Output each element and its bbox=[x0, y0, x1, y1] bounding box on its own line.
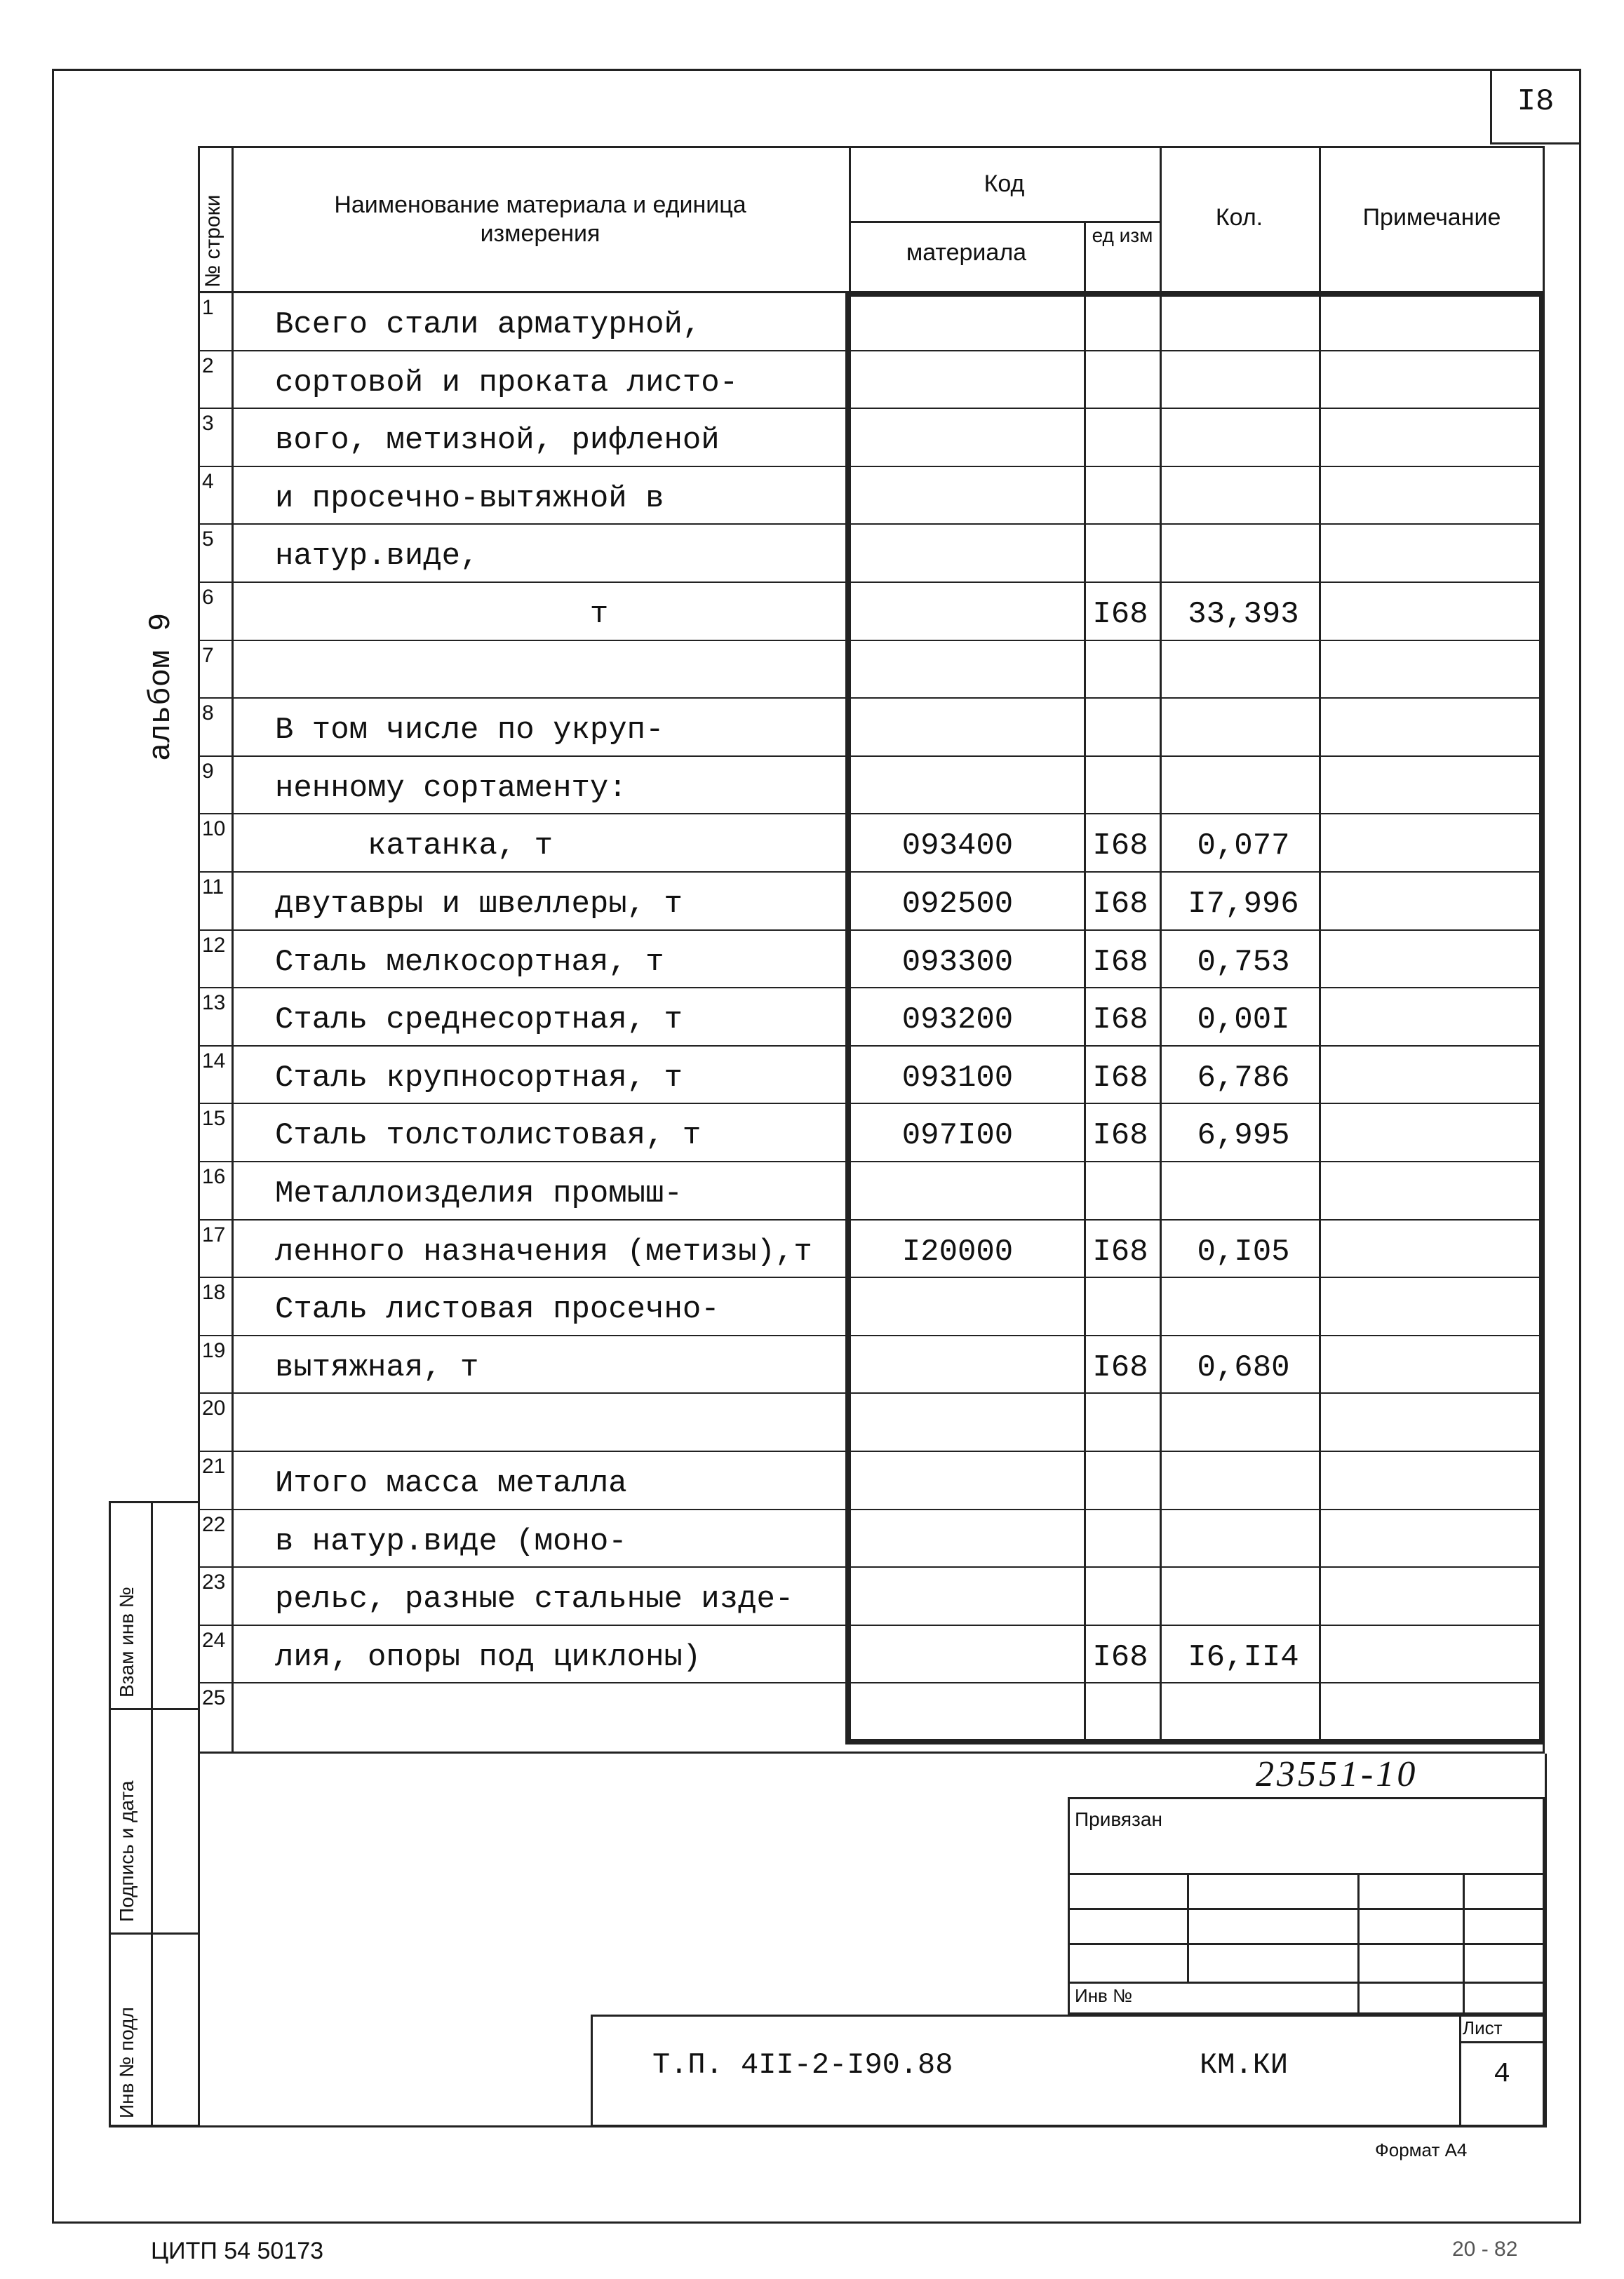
unit-code: I68 bbox=[1092, 1234, 1148, 1270]
row-number: 19 bbox=[202, 1338, 226, 1362]
row-number: 22 bbox=[202, 1512, 226, 1536]
material-name: ленного назначения (метизы),т bbox=[275, 1234, 812, 1270]
material-name: рельс, разные стальные изде- bbox=[275, 1582, 794, 1618]
row-number: 25 bbox=[202, 1686, 226, 1710]
quantity: I7,996 bbox=[1188, 887, 1299, 922]
material-name: лия, опоры под циклоны) bbox=[275, 1639, 702, 1675]
material-name: т bbox=[275, 597, 609, 632]
quantity: 33,393 bbox=[1188, 597, 1299, 632]
material-code: I20000 bbox=[901, 1234, 1014, 1270]
footer-left: ЦИТП 54 50173 bbox=[151, 2238, 324, 2264]
material-name: Металлоизделия промыш- bbox=[275, 1176, 683, 1211]
material-name: вытяжная, т bbox=[275, 1350, 479, 1385]
header-name: Наименование материала и единица измерения bbox=[334, 191, 746, 247]
material-name: двутавры и швеллеры, т bbox=[275, 887, 683, 922]
row-number: 8 bbox=[202, 701, 214, 725]
row-number: 17 bbox=[202, 1223, 226, 1246]
row-number: 10 bbox=[202, 817, 226, 841]
row-number: 23 bbox=[202, 1571, 226, 1594]
row-number: 5 bbox=[202, 527, 214, 551]
unit-code: I68 bbox=[1092, 597, 1148, 632]
quantity: I6,II4 bbox=[1188, 1639, 1299, 1675]
material-name: вого, метизной, рифленой bbox=[275, 423, 720, 459]
list-label: Лист bbox=[1463, 2017, 1503, 2038]
row-number: 20 bbox=[202, 1397, 226, 1420]
side-label-podpis: Подпись и дата bbox=[116, 1780, 137, 1922]
material-code: 093200 bbox=[901, 1002, 1014, 1038]
row-number: 13 bbox=[202, 991, 226, 1015]
header-qty: Кол. bbox=[1215, 204, 1263, 231]
header-material: материала bbox=[906, 239, 1027, 266]
unit-code: I68 bbox=[1092, 944, 1148, 980]
row-number: 6 bbox=[202, 586, 214, 609]
material-code: 093400 bbox=[901, 828, 1014, 864]
unit-code: I68 bbox=[1092, 1350, 1148, 1385]
header-note: Примечание bbox=[1362, 204, 1501, 231]
list-value: 4 bbox=[1493, 2059, 1510, 2090]
material-name: Сталь толстолистовая, т bbox=[275, 1118, 702, 1154]
row-number: 14 bbox=[202, 1049, 226, 1073]
material-name: в натур.виде (моно- bbox=[275, 1524, 627, 1559]
row-number: 21 bbox=[202, 1455, 226, 1478]
row-number: 16 bbox=[202, 1165, 226, 1188]
quantity: 0,I05 bbox=[1197, 1234, 1290, 1270]
sheet-number: I8 bbox=[1517, 84, 1555, 119]
material-name: и просечно-вытяжной в bbox=[275, 480, 664, 516]
row-number: 12 bbox=[202, 933, 226, 957]
material-code: 097I00 bbox=[901, 1118, 1014, 1154]
material-name: В том числе по укруп- bbox=[275, 713, 664, 748]
privyazan-label: Привязан bbox=[1075, 1808, 1162, 1830]
format-label: Формат А4 bbox=[1375, 2139, 1468, 2160]
unit-code: I68 bbox=[1092, 828, 1148, 864]
material-name: Сталь мелкосортная, т bbox=[275, 944, 664, 980]
material-code: 092500 bbox=[901, 887, 1014, 922]
album-label: альбом 9 bbox=[144, 612, 179, 761]
material-code: 093100 bbox=[901, 1060, 1014, 1096]
row-number: 1 bbox=[202, 296, 214, 319]
row-number: 7 bbox=[202, 643, 214, 667]
header-row-no: № строки bbox=[201, 194, 224, 288]
inv-no-label: Инв № bbox=[1075, 1985, 1132, 2006]
quantity: 0,753 bbox=[1197, 944, 1290, 980]
row-number: 3 bbox=[202, 412, 214, 436]
material-name: катанка, т bbox=[275, 828, 553, 864]
material-name: сортовой и проката листо- bbox=[275, 365, 739, 401]
material-name: ненному сортаменту: bbox=[275, 770, 627, 806]
header-unit: ед изм bbox=[1092, 224, 1153, 246]
quantity: 6,786 bbox=[1197, 1060, 1290, 1096]
quantity: 6,995 bbox=[1197, 1118, 1290, 1154]
unit-code: I68 bbox=[1092, 887, 1148, 922]
unit-code: I68 bbox=[1092, 1118, 1148, 1154]
mark-code: КМ.КИ bbox=[1200, 2048, 1289, 2082]
material-code: 093300 bbox=[901, 944, 1014, 980]
material-name: Итого масса металла bbox=[275, 1466, 627, 1501]
unit-code: I68 bbox=[1092, 1060, 1148, 1096]
header-code: Код bbox=[984, 170, 1025, 197]
handwritten-number: 23551-10 bbox=[1256, 1754, 1418, 1794]
doc-code: Т.П. 4II-2-I90.88 bbox=[652, 2048, 953, 2082]
side-label-vzam: Взам инв № bbox=[116, 1587, 137, 1698]
unit-code: I68 bbox=[1092, 1002, 1148, 1038]
row-number: 24 bbox=[202, 1628, 226, 1652]
row-number: 2 bbox=[202, 354, 214, 377]
unit-code: I68 bbox=[1092, 1639, 1148, 1675]
material-name: Сталь листовая просечно- bbox=[275, 1292, 720, 1328]
row-number: 15 bbox=[202, 1107, 226, 1131]
side-label-inv: Инв № подл bbox=[116, 2007, 137, 2118]
quantity: 0,00I bbox=[1197, 1002, 1290, 1038]
material-name: Сталь крупносортная, т bbox=[275, 1060, 683, 1096]
quantity: 0,077 bbox=[1197, 828, 1290, 864]
row-number: 11 bbox=[202, 875, 224, 899]
material-name: Всего стали арматурной, bbox=[275, 307, 702, 342]
material-name: Сталь среднесортная, т bbox=[275, 1002, 683, 1038]
material-name: натур.виде, bbox=[275, 539, 479, 574]
row-number: 4 bbox=[202, 469, 214, 493]
row-number: 18 bbox=[202, 1281, 226, 1305]
row-number: 9 bbox=[202, 759, 214, 783]
quantity: 0,680 bbox=[1197, 1350, 1290, 1385]
footer-right: 20 - 82 bbox=[1452, 2238, 1518, 2261]
